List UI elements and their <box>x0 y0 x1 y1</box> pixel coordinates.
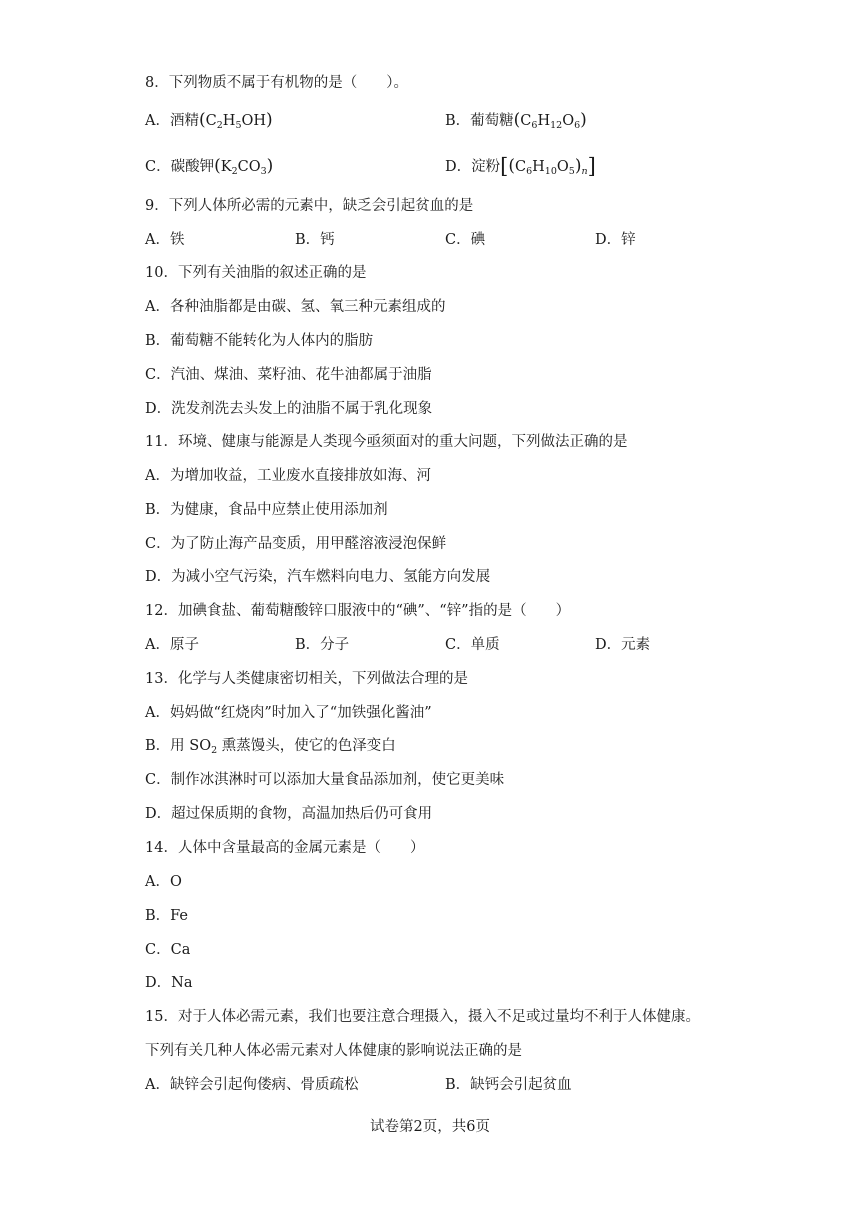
q13-option-d: D．超过保质期的食物，高温加热后仍可食用 <box>145 806 433 822</box>
q10-option-d: D．洗发剂洗去头发上的油脂不属于乳化现象 <box>145 401 433 417</box>
q11-option-a: A．为增加收益，工业废水直接排放如海、河 <box>145 468 431 484</box>
q11-stem: 11．环境、健康与能源是人类现今亟须面对的重大问题，下列做法正确的是 <box>145 434 628 450</box>
q12-option-c: C．单质 <box>445 637 500 653</box>
q9-option-a: A．铁 <box>145 232 185 248</box>
q8-option-b-formula: $(C_6H_{12}O_6)$ <box>513 110 587 131</box>
q15-stem-line-1: 15．对于人体必需元素，我们也要注意合理摄入，摄入不足或过量均不利于人体健康。 <box>145 1009 700 1025</box>
q13-option-b-pre: B．用 SO <box>145 738 212 754</box>
q10-option-a: A．各种油脂都是由碳、氢、氧三种元素组成的 <box>145 299 446 315</box>
page-footer: 试卷第2页，共6页 <box>370 1119 490 1135</box>
q8-option-b-label: B．葡萄糖 <box>445 113 514 129</box>
q14-option-b: B．Fe <box>145 908 189 924</box>
q9-option-c: C．碘 <box>445 232 486 248</box>
q13-option-b-sub: 2 <box>211 745 218 756</box>
q15-stem-line-2: 下列有关几种人体必需元素对人体健康的影响说法正确的是 <box>145 1043 522 1059</box>
q10-stem: 10．下列有关油脂的叙述正确的是 <box>145 265 367 281</box>
q12-option-b: B．分子 <box>295 637 350 653</box>
q15-option-b: B．缺钙会引起贫血 <box>445 1077 572 1093</box>
q8-option-d-formula: $[(C_6H_{10}O_5)_n]$ <box>500 154 596 178</box>
q13-stem: 13．化学与人类健康密切相关，下列做法合理的是 <box>145 671 468 687</box>
q14-option-c: C．Ca <box>145 942 191 958</box>
q13-option-b-post: 熏蒸馒头，使它的色泽变白 <box>217 738 396 754</box>
q15-option-a: A．缺锌会引起佝偻病、骨质疏松 <box>145 1077 359 1093</box>
q8-option-c <box>145 156 273 177</box>
q14-option-d: D．Na <box>145 975 193 991</box>
q10-option-c: C．汽油、煤油、菜籽油、花牛油都属于油脂 <box>145 367 432 383</box>
q14-stem: 14．人体中含量最高的金属元素是（ ） <box>145 840 425 856</box>
q12-stem: 12．加碘食盐、葡萄糖酸锌口服液中的“碘”、“锌”指的是（ ） <box>145 603 571 619</box>
q9-option-b: B．钙 <box>295 232 335 248</box>
q12-option-d: D．元素 <box>595 637 651 653</box>
q12-option-a: A．原子 <box>145 637 199 653</box>
q8-option-a-formula: $(C_2H_5OH)$ <box>198 110 273 131</box>
q8-stem: 8．下列物质不属于有机物的是（ ）。 <box>145 75 408 91</box>
q9-stem: 9．下列人体所必需的元素中，缺乏会引起贫血的是 <box>145 198 474 214</box>
q8-option-d <box>445 156 596 177</box>
q13-option-a: A．妈妈做“红烧肉”时加入了“加铁强化酱油” <box>145 705 432 721</box>
q13-option-b <box>145 736 396 756</box>
q8-option-c-label: C．碳酸钾 <box>145 159 215 175</box>
q11-option-b: B．为健康，食品中应禁止使用添加剂 <box>145 502 388 518</box>
q14-option-a: A．O <box>145 874 182 890</box>
q8-option-d-label: D．淀粉 <box>445 159 501 175</box>
q8-option-b <box>445 110 587 131</box>
q8-option-c-formula: $(K_2CO_3)$ <box>214 156 274 177</box>
q9-option-d: D．锌 <box>595 232 636 248</box>
q10-option-b: B．葡萄糖不能转化为人体内的脂肪 <box>145 333 374 349</box>
q11-option-d: D．为减小空气污染，汽车燃料向电力、氢能方向发展 <box>145 569 491 585</box>
q8-option-a-label: A．酒精 <box>145 113 199 129</box>
q13-option-c: C．制作冰淇淋时可以添加大量食品添加剂，使它更美味 <box>145 772 505 788</box>
q8-option-a <box>145 110 273 131</box>
q11-option-c: C．为了防止海产品变质，用甲醛溶液浸泡保鲜 <box>145 536 447 552</box>
